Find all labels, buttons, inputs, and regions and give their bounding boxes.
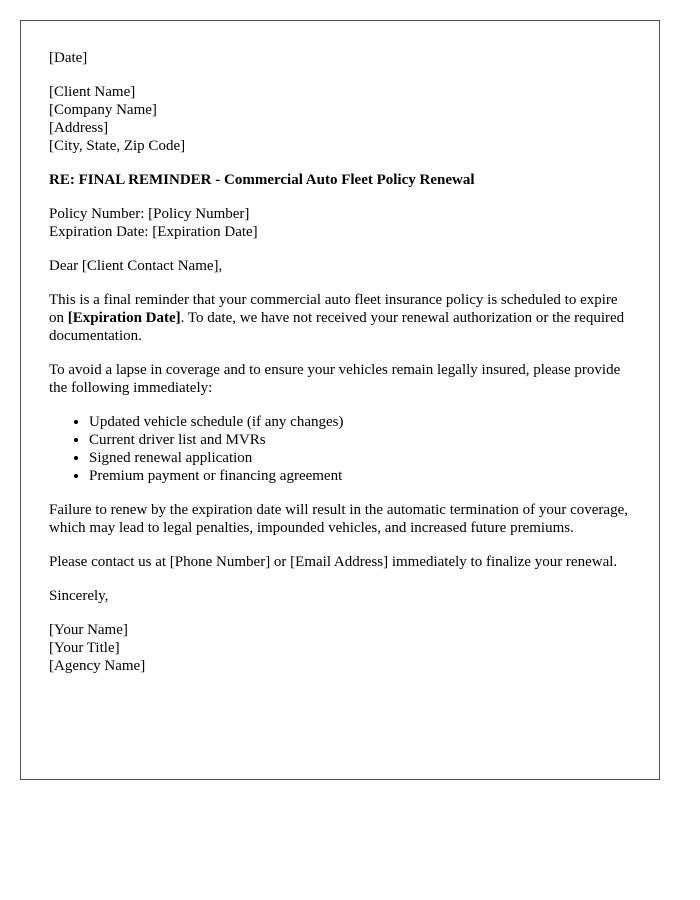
p1-expiration-date: [Expiration Date] <box>67 310 181 326</box>
letter-date: [Date] <box>49 50 88 66</box>
list-item: • Current driver list and MVRs <box>89 431 631 449</box>
signature-name: [Your Name] <box>49 622 128 638</box>
signoff: Sincerely, <box>49 588 109 604</box>
recipient-address <box>49 83 631 155</box>
paragraph-avoid-lapse: To avoid a lapse in coverage and to ensure your vehicles remain legally insured, please provide the following immediately: <box>49 362 621 396</box>
recipient-client-name: [Client Name] <box>49 84 136 100</box>
recipient-company-name: [Company Name] <box>49 102 157 118</box>
requirements-list <box>49 413 631 485</box>
letter-page <box>20 20 660 780</box>
date-line <box>49 49 631 67</box>
list-item: • Premium payment or financing agreement <box>89 467 631 485</box>
salutation: Dear [Client Contact Name], <box>49 258 223 274</box>
paragraph-final-reminder <box>49 291 631 345</box>
recipient-address-line: [Address] <box>49 120 109 136</box>
signature-agency: [Agency Name] <box>49 658 146 674</box>
policy-expiration: Expiration Date: [Expiration Date] <box>49 224 258 240</box>
subject-line: RE: FINAL REMINDER - Commercial Auto Fleet Policy Renewal <box>49 172 475 188</box>
p1-text-before: This is a final reminder that your commercial auto fleet insurance policy is scheduled to expire on <box>49 292 618 326</box>
list-item: • Updated vehicle schedule (if any changes) <box>89 413 631 431</box>
recipient-city-state-zip: [City, State, Zip Code] <box>49 138 186 154</box>
paragraph-failure-warning: Failure to renew by the expiration date will result in the automatic termination of your coverage, which may lead to legal penalties, impounded vehicles, and increased future premiums. <box>49 502 628 536</box>
list-item: • Signed renewal application <box>89 449 631 467</box>
signature-block <box>49 621 631 675</box>
p1-text-after: . To date, we have not received your renewal authorization or the required documentation. <box>49 310 625 344</box>
paragraph-contact: Please contact us at [Phone Number] or [Email Address] immediately to finalize your renewal. <box>49 554 618 570</box>
policy-number: Policy Number: [Policy Number] <box>49 206 250 222</box>
signature-title: [Your Title] <box>49 640 120 656</box>
policy-details <box>49 205 631 241</box>
